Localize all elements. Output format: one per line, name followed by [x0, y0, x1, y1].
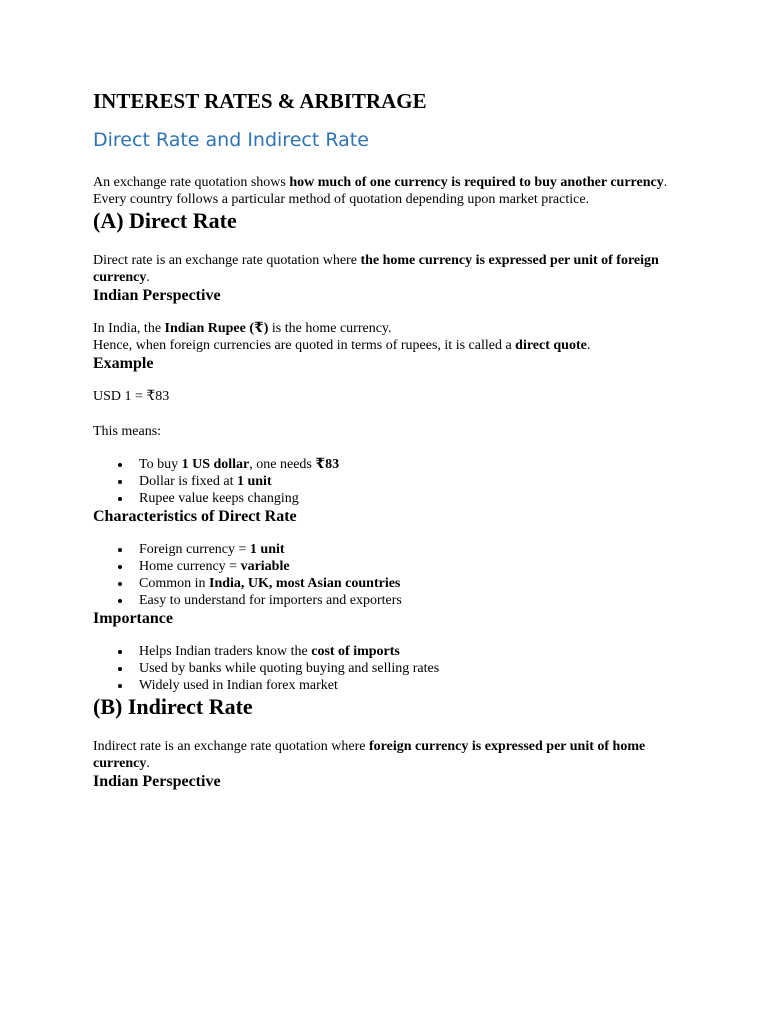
- list-item-text: Rupee value keeps changing: [139, 491, 299, 506]
- indirect-def-text: Indirect rate is an exchange rate quotation where: [93, 739, 369, 754]
- ip-line2-emphasis: direct quote: [515, 338, 587, 353]
- example-heading: Example: [93, 355, 154, 372]
- list-item-emphasis: India, UK, most Asian countries: [209, 576, 401, 591]
- direct-rate-definition: [93, 252, 683, 286]
- list-item-text: Foreign currency =: [139, 542, 250, 557]
- characteristics-list: [93, 541, 683, 609]
- document-title: INTEREST RATES & ARBITRAGE: [93, 89, 427, 113]
- list-item: [139, 643, 683, 660]
- list-item-text: Common in: [139, 576, 210, 591]
- characteristics-heading: Characteristics of Direct Rate: [93, 508, 297, 525]
- list-item: [139, 592, 683, 609]
- indian-perspective-paragraph: [93, 320, 683, 354]
- intro-emphasis: how much of one currency is required to buy another currency: [289, 175, 664, 190]
- list-item-emphasis: variable: [240, 559, 290, 574]
- list-item: [139, 490, 683, 507]
- direct-def-text: Direct rate is an exchange rate quotation where: [93, 253, 361, 268]
- list-item: [139, 677, 683, 694]
- list-item-emphasis: 1 unit: [249, 542, 285, 557]
- importance-list: [93, 643, 683, 694]
- list-item-text: Dollar is fixed at: [139, 474, 237, 489]
- importance-heading: Importance: [93, 610, 173, 627]
- ip-line1-end: is the home currency.: [268, 321, 392, 336]
- ip-line2-end: .: [586, 338, 591, 353]
- indian-perspective-heading: Indian Perspective: [93, 287, 221, 304]
- example-means: This means:: [93, 424, 162, 439]
- ip-line1-emphasis: Indian Rupee (₹): [164, 321, 269, 336]
- indirect-indian-perspective-heading: Indian Perspective: [93, 773, 221, 790]
- list-item: [139, 541, 683, 558]
- list-item: [139, 575, 683, 592]
- list-item: [139, 558, 683, 575]
- indirect-rate-definition: [93, 738, 683, 772]
- list-item: [139, 473, 683, 490]
- ip-line2-text: Hence, when foreign currencies are quoted in terms of rupees, it is called a: [93, 338, 516, 353]
- direct-def-emphasis: the home currency is expressed per unit of foreign currency: [93, 253, 659, 285]
- list-item-emphasis: cost of imports: [311, 644, 400, 659]
- list-item: [139, 456, 683, 473]
- list-item-text: Easy to understand for importers and exporters: [139, 593, 402, 608]
- list-item: [139, 660, 683, 677]
- intro-text: An exchange rate quotation shows: [93, 175, 290, 190]
- list-item-text: Helps Indian traders know the: [139, 644, 312, 659]
- list-item-text: , one needs: [249, 457, 316, 472]
- document-subtitle: Direct Rate and Indirect Rate: [93, 129, 369, 151]
- direct-rate-heading: (A) Direct Rate: [93, 208, 237, 233]
- list-item-text: Home currency =: [139, 559, 241, 574]
- list-item-emphasis: 1 US dollar: [181, 457, 250, 472]
- example-quote: USD 1 = ₹83: [93, 389, 170, 404]
- document-page: [93, 88, 683, 792]
- intro-paragraph: [93, 174, 683, 208]
- list-item-text: Used by banks while quoting buying and selling rates: [139, 661, 440, 676]
- list-item-text: To buy: [139, 457, 182, 472]
- direct-def-end: .: [146, 270, 150, 285]
- list-item-text: Widely used in Indian forex market: [139, 678, 338, 693]
- list-item-emphasis: ₹83: [315, 457, 340, 472]
- example-list: [93, 456, 683, 507]
- ip-line1-text: In India, the: [93, 321, 165, 336]
- indirect-def-end: .: [146, 756, 150, 771]
- indirect-rate-heading: (B) Indirect Rate: [93, 694, 253, 719]
- list-item-emphasis: 1 unit: [236, 474, 272, 489]
- indirect-def-emphasis: foreign currency is expressed per unit of home currency: [93, 739, 646, 771]
- intro-text-end: . Every country follows a particular method of quotation depending upon market practice.: [93, 175, 668, 207]
